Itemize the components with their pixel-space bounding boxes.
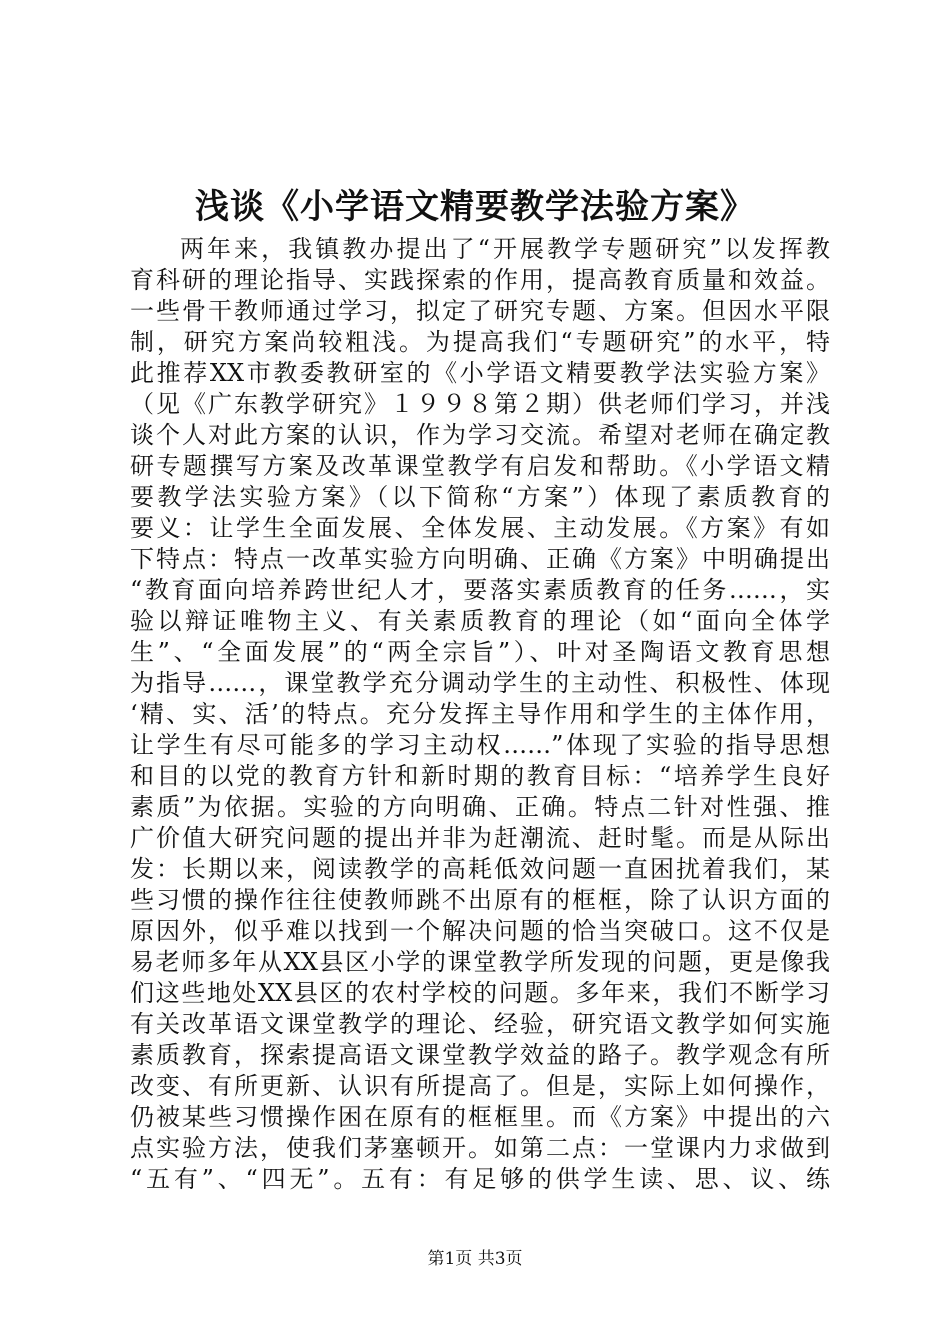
body-line: 素质”为依据。实验的方向明确、正确。特点二针对性强、推 [130,793,830,821]
body-line: 让学生有尽可能多的学习主动权……”体现了实验的指导思想 [130,731,830,759]
body-line: 素质教育，探索提高语文课堂教学效益的路子。教学观念有所 [130,1041,830,1069]
body-line: 易老师多年从XX县区小学的课堂教学所发现的问题，更是像我 [130,948,830,976]
document-body [130,234,830,1195]
body-line: “教育面向培养跨世纪人才，要落实素质教育的任务……，实 [130,576,830,604]
body-line: （见《广东教学研究》１９９８第２期）供老师们学习，并浅 [130,390,830,418]
body-line: 仍被某些习惯操作困在原有的框框里。而《方案》中提出的六 [130,1103,830,1131]
body-line: 发：长期以来，阅读教学的高耗低效问题一直困扰着我们，某 [130,855,830,883]
body-line: 为指导……，课堂教学充分调动学生的主动性、积极性、体现 [130,669,830,697]
body-line: 下特点：特点一改革实验方向明确、正确《方案》中明确提出 [130,545,830,573]
body-line: 有关改革语文课堂教学的理论、经验，研究语文教学如何实施 [130,1010,830,1038]
body-line: 验以辩证唯物主义、有关素质教育的理论（如“面向全体学 [130,607,830,635]
body-line: 要教学法实验方案》（以下简称“方案”）体现了素质教育的 [130,483,830,511]
body-line: 们这些地处XX县区的农村学校的问题。多年来，我们不断学习 [130,979,830,1007]
body-line: 谈个人对此方案的认识，作为学习交流。希望对老师在确定教 [130,421,830,449]
body-line: 一些骨干教师通过学习，拟定了研究专题、方案。但因水平限 [130,297,830,325]
body-line: 要义：让学生全面发展、全体发展、主动发展。《方案》有如 [130,514,830,542]
body-line: 生”、“全面发展”的“两全宗旨”）、叶对圣陶语文教育思想 [130,638,830,666]
body-line: 改变、有所更新、认识有所提高了。但是，实际上如何操作， [130,1072,830,1100]
body-line: “五有”、“四无”。五有：有足够的供学生读、思、议、练 [130,1165,830,1193]
body-line: 些习惯的操作往往使教师跳不出原有的框框，除了认识方面的 [130,886,830,914]
body-line: 点实验方法，使我们茅塞顿开。如第二点：一堂课内力求做到 [130,1134,830,1162]
document-title: 浅谈《小学语文精要教学法验方案》 [195,187,755,227]
body-line: 原因外，似乎难以找到一个解决问题的恰当突破口。这不仅是 [130,917,830,945]
page-number-footer: 第1页 共3页 [427,1249,523,1269]
body-line: 制，研究方案尚较粗浅。为提高我们“专题研究”的水平，特 [130,328,830,356]
body-line: 和目的以党的教育方针和新时期的教育目标：“培养学生良好 [130,762,830,790]
body-line: 育科研的理论指导、实践探索的作用，提高教育质量和效益。 [130,266,830,294]
body-line: ‘精、实、活’的特点。充分发挥主导作用和学生的主体作用， [130,700,830,728]
body-line: 广价值大研究问题的提出并非为赶潮流、赶时髦。而是从际出 [130,824,830,852]
body-line: 此推荐XX市教委教研室的《小学语文精要教学法实验方案》 [130,359,830,387]
body-line: 两年来，我镇教办提出了“开展教学专题研究”以发挥教 [180,235,830,263]
body-line: 研专题撰写方案及改革课堂教学有启发和帮助。《小学语文精 [130,452,830,480]
